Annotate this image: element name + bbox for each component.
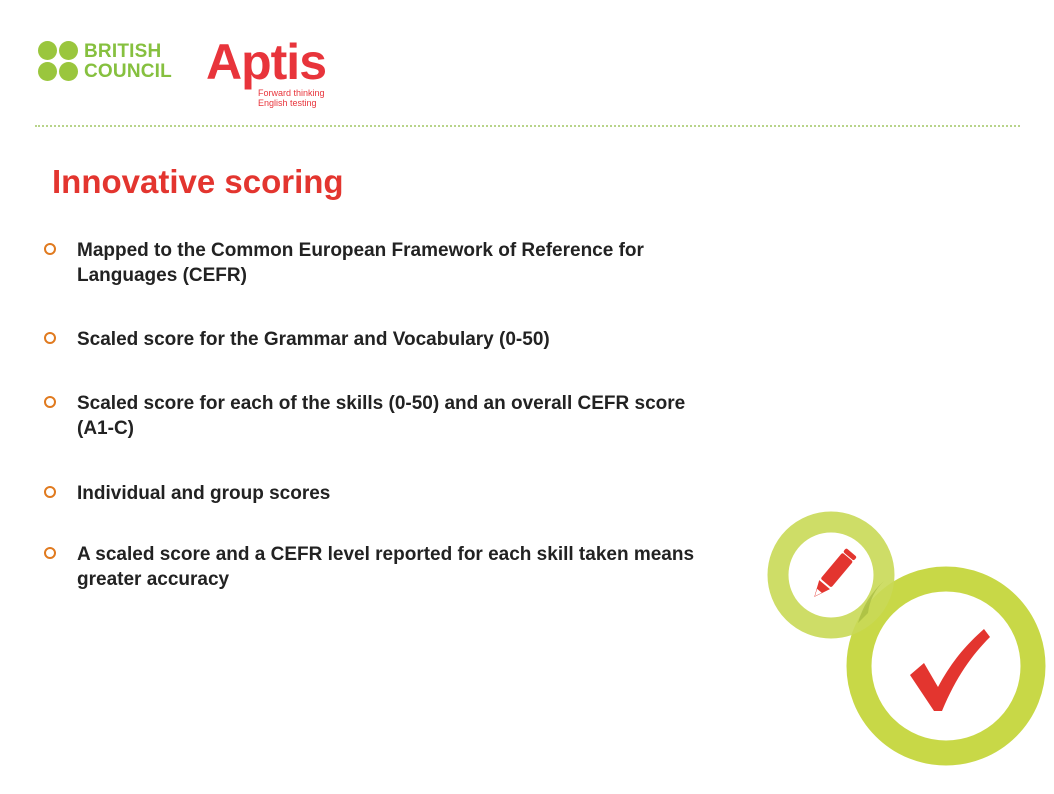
british-council-dots-icon [38,41,78,83]
bullet-item [44,481,724,506]
bullet-circle-icon [44,243,56,255]
decorative-rings-graphic [760,505,1054,794]
bullet-circle-icon [44,396,56,408]
bullet-item [44,542,724,592]
british-council-logo [38,40,188,86]
british-council-line2: COUNCIL [84,61,172,82]
british-council-wordmark [84,42,172,82]
bullet-text: Scaled score for each of the skills (0-50) and an overall CEFR score (A1-C) [77,393,686,439]
bullet-text: Individual and group scores [77,483,331,504]
bullet-item [44,391,724,441]
aptis-tagline-line1: Forward thinking [258,88,325,98]
bullet-text: A scaled score and a CEFR level reported for each skill taken means greater accuracy [77,544,695,590]
bullet-circle-icon [44,486,56,498]
aptis-tagline [258,88,325,108]
bullet-item [44,238,724,288]
aptis-tagline-line2: English testing [258,98,317,108]
header-divider [35,125,1020,127]
bullet-circle-icon [44,547,56,559]
aptis-wordmark: Aptis [206,34,326,90]
bullet-text: Scaled score for the Grammar and Vocabulary (0-50) [77,329,550,350]
checkmark-icon [910,629,990,711]
bullet-list [44,238,724,592]
pencil-icon [809,548,857,601]
british-council-line1: BRITISH [84,41,162,62]
aptis-logo [206,34,326,108]
bullet-item [44,327,724,352]
bullet-circle-icon [44,332,56,344]
bullet-text: Mapped to the Common European Framework of Reference for Languages (CEFR) [77,240,644,286]
slide-title: Innovative scoring [52,163,344,200]
